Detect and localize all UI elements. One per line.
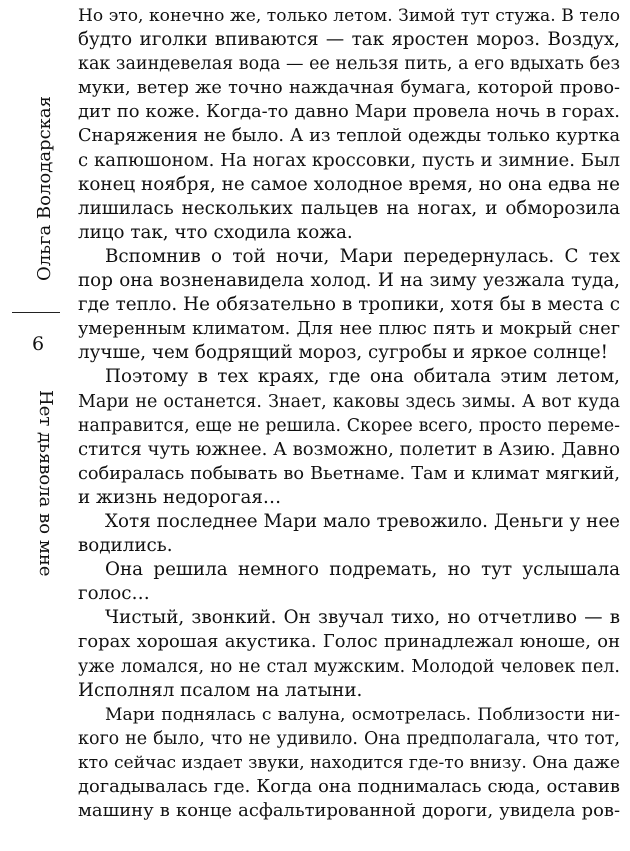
text-line: машину в конце асфальтированной дороги, увидела ров- [78, 800, 620, 822]
text-line: муки, ветер же точно наждачная бумага, которой прово- [78, 78, 620, 99]
body-text [78, 4, 620, 823]
text-line: Исполнял псалом на латыни. [78, 679, 363, 701]
text-line: Мари не останется. Знает, каковы здесь зимы. А вот куда [78, 391, 620, 412]
text-line: конец ноября, не самое холодное время, но она едва не [78, 173, 620, 195]
text-line: где тепло. Не обязательно в тропики, хотя бы в места с [78, 294, 620, 316]
text-line: как заиндевелая вода — ее нельзя пить, а его вдыхать без [78, 54, 620, 75]
text-line: Чистый, звонкий. Он звучал тихо, но отчетливо — в [105, 607, 620, 629]
text-line: водились. [78, 535, 173, 557]
text-line: стится чуть южнее. А возможно, полетит в Азию. Давно [78, 438, 621, 460]
text-line: направится, еще не решила. Скорее всего, просто переме- [78, 415, 620, 436]
running-sidebar [0, 0, 62, 851]
text-line: пор она возненавидела холод. И на зиму уезжала туда, [78, 270, 620, 292]
text-line: с капюшоном. На ногах кроссовки, пусть и зимние. Был [78, 149, 620, 171]
text-line: собиралась побывать во Вьетнаме. Там и климат мягкий, [78, 463, 620, 484]
text-line: кто сейчас издает звуки, находится где-то внизу. Она даже [78, 752, 620, 773]
text-line: кого не было, что не удивило. Она предполагала, что тот, [78, 728, 620, 749]
text-line: Снаряжения не было. А из теплой одежды только куртка [78, 126, 620, 147]
text-line: голос… [78, 583, 150, 605]
text-line: лицо так, что сходила кожа. [78, 221, 353, 243]
text-line: лишилась нескольких пальцев на ногах, и обморозила [78, 197, 620, 219]
text-line: Она решила немного подремать, но тут услышала [105, 559, 620, 581]
text-line: и жизнь недорогая… [78, 486, 282, 508]
sidebar-divider [12, 312, 60, 313]
text-line: умеренным климатом. Для нее плюс пять и мокрый снег [78, 319, 620, 340]
text-line: будто иголки впиваются — так яростен мороз. Воздух, [78, 29, 620, 51]
page-number: 6 [31, 333, 45, 355]
text-line: уже ломался, но не стал мужским. Молодой человек пел. [78, 656, 620, 677]
text-line: Но это, конечно же, только летом. Зимой тут стужа. В тело [78, 6, 620, 26]
text-line: Мари поднялась с валуна, осмотрелась. Поблизости ни- [105, 704, 620, 725]
text-line: догадывалась где. Когда она поднималась сюда, оставив [78, 776, 620, 797]
running-author: Ольга Володарская [34, 96, 55, 281]
text-line: Хотя последнее Мари мало тревожило. Деньги у нее [105, 510, 620, 532]
text-line: горах хорошая акустика. Голос принадлежал юноше, он [78, 631, 620, 653]
text-line: Вспомнив о той ночи, Мари передернулась. С тех [105, 245, 620, 267]
text-line: лучше, чем бодрящий мороз, сугробы и яркое солнце! [78, 342, 608, 364]
text-line: дит по коже. Когда-то давно Мари провела ночь в горах. [78, 101, 620, 123]
text-line: Поэтому в тех краях, где она обитала этим летом, [105, 366, 620, 388]
running-book-title: Нет дьявола во мне [35, 390, 56, 577]
